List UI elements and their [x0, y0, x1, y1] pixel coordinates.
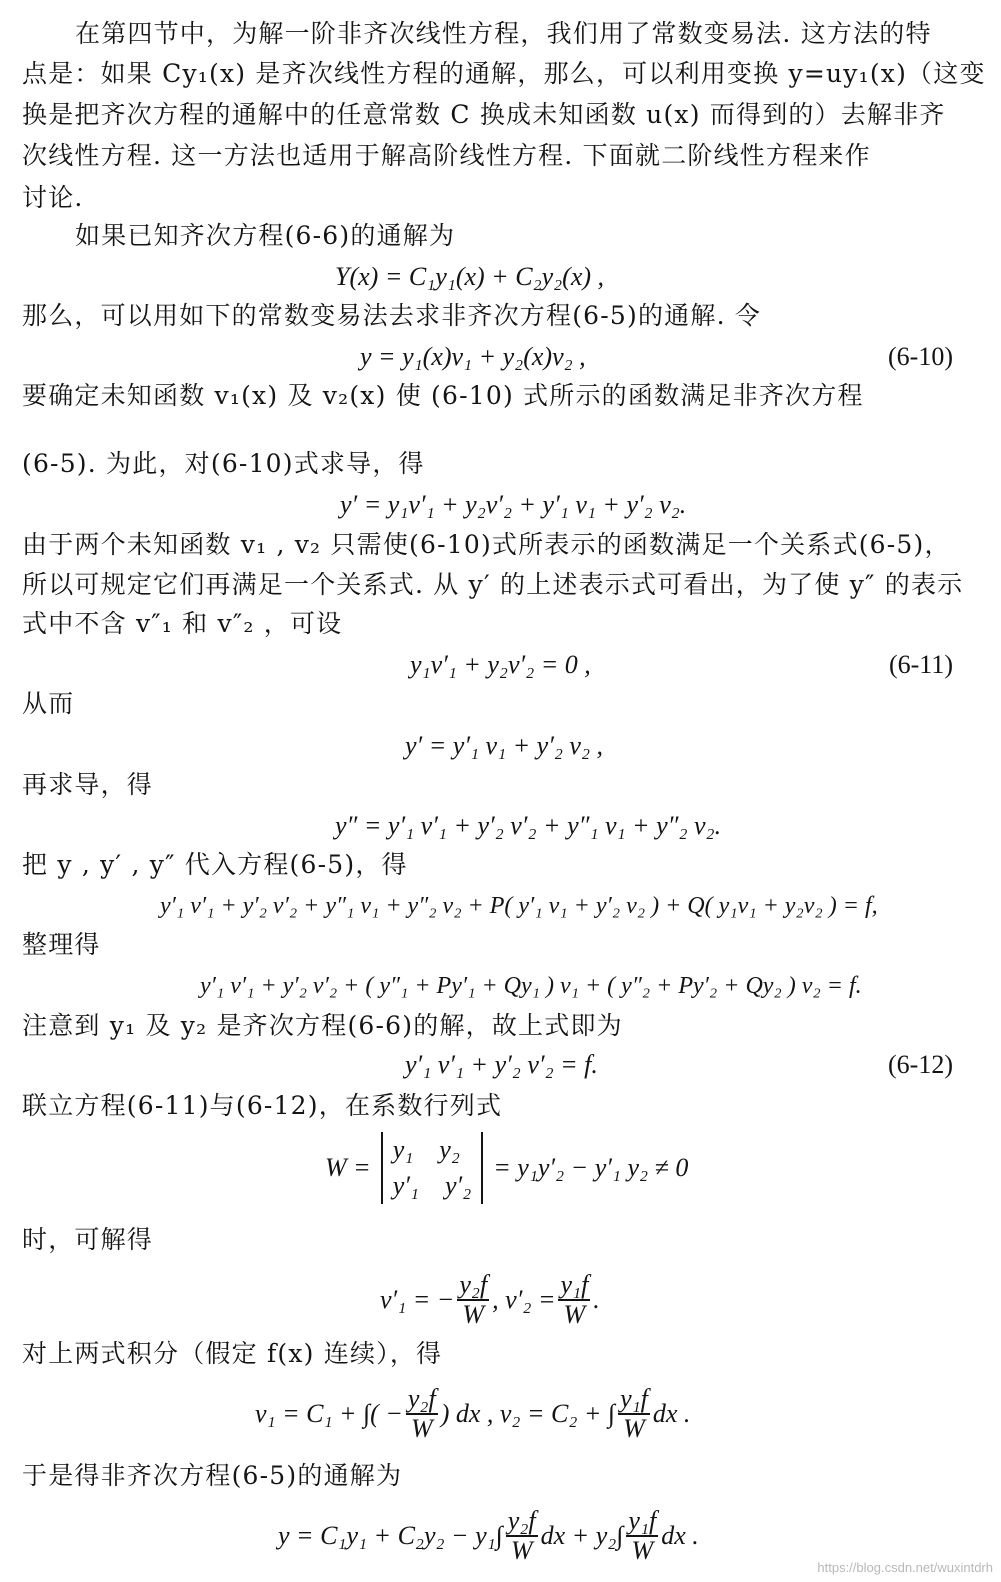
equation-part: .	[593, 1285, 600, 1314]
fraction	[406, 1385, 438, 1443]
text-line: 换是把齐次方程的通解中的任意常数 C 换成未知函数 u(x) 而得到的）去解非齐	[22, 100, 946, 129]
fraction	[506, 1507, 538, 1565]
text-line: 时，可解得	[22, 1225, 154, 1254]
watermark: https://blog.csdn.net/wuxintdrh	[817, 1560, 993, 1575]
equation-part: dx .	[661, 1521, 699, 1550]
fraction-numerator: y₂f	[459, 1270, 488, 1299]
text-line: 式中不含 v″₁ 和 v″₂ ，可设	[22, 609, 343, 638]
fraction-denominator: W	[410, 1414, 433, 1443]
determinant-left-bar	[381, 1132, 383, 1204]
equation-part: , v′₂ =	[492, 1285, 556, 1314]
equation-part: y = C₁y₁ + C₂y₂ − y₁∫	[278, 1521, 503, 1550]
wronskian-lhs: W =	[325, 1153, 371, 1182]
equation-part: ) dx , v₂ = C₂ + ∫	[440, 1399, 616, 1428]
fraction-denominator: W	[563, 1300, 586, 1329]
fraction-numerator: y₂f	[507, 1506, 536, 1535]
equation-first-derivative: y′ = y′₁ v₁ + y′₂ v₂ ,	[405, 731, 604, 760]
text-line: 如果已知齐次方程(6-6)的通解为	[75, 221, 456, 250]
text-line: 点是：如果 Cy₁(x) 是齐次线性方程的通解，那么，可以利用变换 y=uy₁(x)（这变	[22, 59, 986, 88]
equation-tag-6-12: (6-12)	[888, 1050, 953, 1079]
fraction	[626, 1507, 658, 1565]
equation-v-integrals	[255, 1376, 690, 1452]
equation-part: dx .	[652, 1399, 691, 1428]
equation-substituted: y′₁ v′₁ + y′₂ v′₂ + y″₁ v₁ + y″₂ v₂ + P( y′₁ v₁ + y′₂ v₂ ) + Q( y₁v₁ + y₂v₂ ) = f,	[160, 893, 878, 919]
equation-6-10: y = y₁(x)v₁ + y₂(x)v₂ ,	[360, 342, 586, 371]
text-line: 由于两个未知函数 v₁ , v₂ 只需使(6-10)式所表示的函数满足一个关系式(6-5)，	[22, 530, 951, 559]
equation-arranged: y′₁ v′₁ + y′₂ v′₂ + ( y″₁ + Py′₁ + Qy₁ ) v₁ + ( y″₂ + Py′₂ + Qy₂ ) v₂ = f.	[200, 973, 862, 999]
fraction-denominator: W	[623, 1414, 645, 1443]
equation-second-derivative: y″ = y′₁ v′₁ + y′₂ v′₂ + y″₁ v₁ + y″₂ v₂.	[335, 811, 722, 840]
equation-6-11: y₁v′₁ + y₂v′₂ = 0 ,	[410, 650, 591, 679]
equation-general-homogeneous: Y(x) = C₁y₁(x) + C₂y₂(x) ,	[335, 262, 605, 291]
wronskian-rhs: = y₁y′₂ − y′₁ y₂ ≠ 0	[493, 1153, 689, 1182]
fraction	[457, 1271, 489, 1329]
matrix-entry: y′₁	[392, 1171, 419, 1200]
fraction-numerator: y₁f	[560, 1270, 589, 1299]
matrix-entry: y₂	[439, 1135, 460, 1164]
fraction	[558, 1271, 590, 1329]
matrix-entry: y′₂	[444, 1171, 472, 1200]
fraction-numerator: y₁f	[628, 1506, 657, 1535]
text-line: 从而	[22, 689, 75, 718]
equation-part: v′₁ = −	[380, 1285, 455, 1314]
fraction	[618, 1385, 650, 1443]
text-line: 要确定未知函数 v₁(x) 及 v₂(x) 使 (6-10) 式所示的函数满足非齐次方程	[22, 381, 864, 410]
text-line: 那么，可以用如下的常数变易法去求非齐次方程(6-5)的通解. 令	[22, 301, 762, 330]
text-line: 次线性方程. 这一方法也适用于解高阶线性方程. 下面就二阶线性方程来作	[22, 141, 871, 170]
text-line: 把 y , y′ , y″ 代入方程(6-5)，得	[22, 850, 408, 879]
fraction-numerator: y₁f	[620, 1384, 648, 1413]
equation-tag-6-11: (6-11)	[888, 650, 953, 679]
equation-v-derivatives	[380, 1262, 600, 1338]
equation-tag-6-10: (6-10)	[888, 342, 953, 371]
text-line: 联立方程(6-11)与(6-12)，在系数行列式	[22, 1091, 503, 1120]
text-line: 再求导，得	[22, 770, 154, 799]
equation-part: dx + y₂∫	[540, 1521, 624, 1550]
equation-part: v₁ = C₁ + ∫( −	[255, 1399, 403, 1428]
text-line: 讨论.	[22, 183, 84, 212]
text-line: 在第四节中，为解一阶非齐次线性方程，我们用了常数变易法. 这方法的特	[75, 19, 932, 48]
determinant-matrix	[393, 1132, 472, 1204]
equation-general-solution	[278, 1497, 699, 1575]
text-line: (6-5). 为此，对(6-10)式求导，得	[22, 449, 425, 478]
fraction-denominator: W	[462, 1300, 485, 1329]
fraction-denominator: W	[631, 1536, 654, 1565]
text-line: 所以可规定它们再满足一个关系式. 从 y′ 的上述表示式可看出，为了使 y″ 的表示	[22, 570, 964, 599]
fraction-denominator: W	[510, 1536, 533, 1565]
determinant-right-bar	[481, 1132, 483, 1204]
equation-derivative: y′ = y₁v′₁ + y₂v′₂ + y′₁ v₁ + y′₂ v₂.	[340, 490, 687, 519]
text-line: 对上两式积分（假定 f(x) 连续），得	[22, 1339, 443, 1368]
equation-6-12: y′₁ v′₁ + y′₂ v′₂ = f.	[405, 1050, 598, 1079]
text-line: 注意到 y₁ 及 y₂ 是齐次方程(6-6)的解，故上式即为	[22, 1011, 623, 1040]
wronskian-determinant	[325, 1128, 688, 1208]
matrix-entry: y₁	[392, 1135, 414, 1164]
fraction-numerator: y₂f	[407, 1384, 436, 1413]
text-line: 于是得非齐次方程(6-5)的通解为	[22, 1461, 403, 1490]
text-line: 整理得	[22, 930, 101, 959]
